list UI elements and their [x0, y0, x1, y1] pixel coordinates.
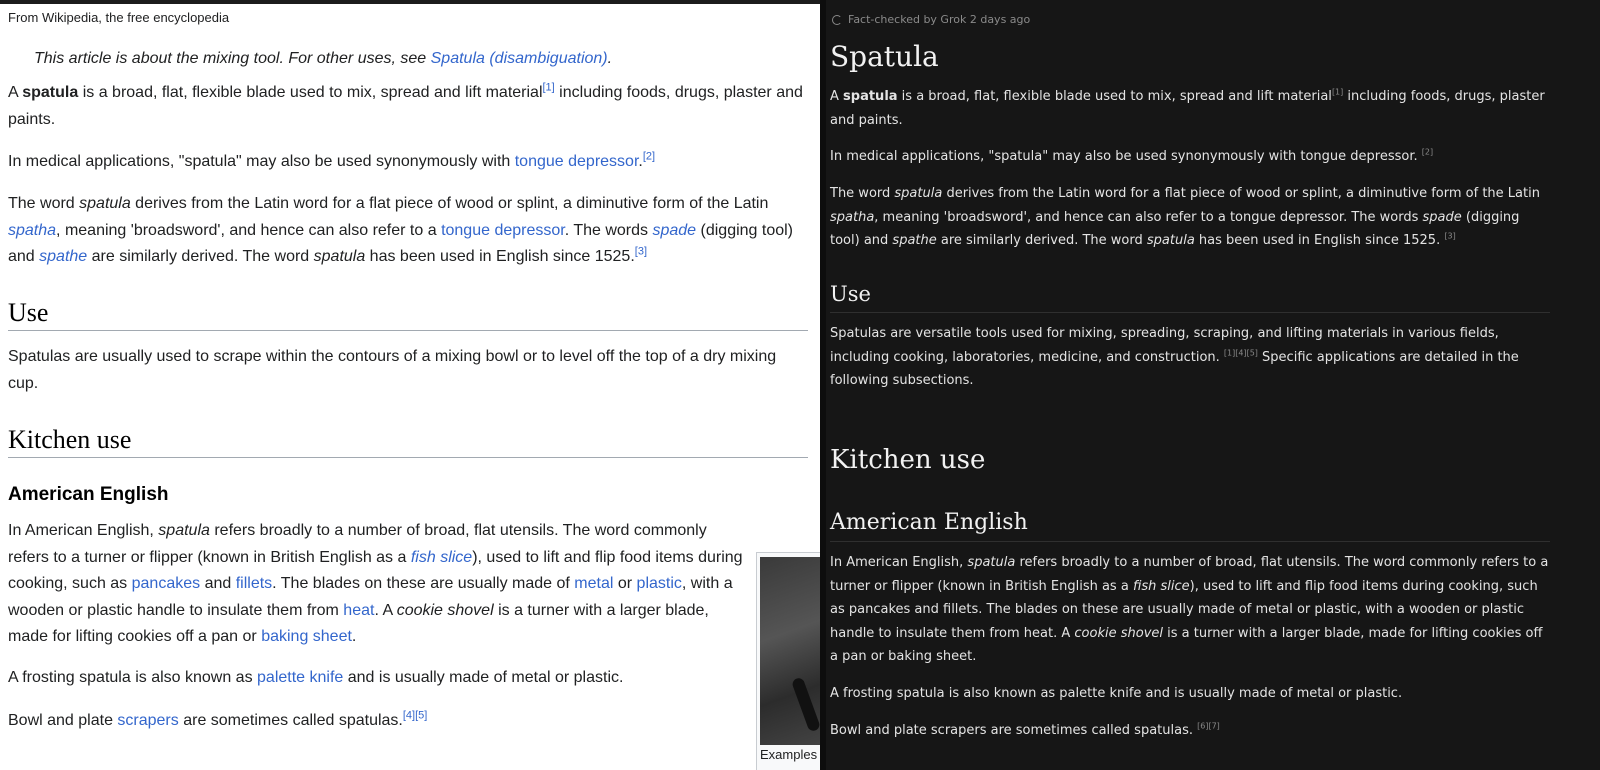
plastic-link[interactable]: plastic — [636, 575, 682, 592]
citation-link[interactable]: [1] — [542, 81, 555, 94]
spathe-link[interactable]: spathe — [39, 248, 88, 265]
wiki-paragraph-etymology: The word spatula derives from the Latin word for a flat piece of wood or splint, a diminutive form of the Latin spatha, meaning 'broadsword', and hence can also refer to a tongue depressor. The words spade (digging tool) and spathe are similarly derived. The word spatula has been used in English since 1525.[3] — [8, 195, 794, 265]
disambiguation-link[interactable]: Spatula (disambiguation) — [430, 50, 608, 67]
scrapers-link[interactable]: scrapers — [117, 712, 179, 729]
grok-paragraph-medical: In medical applications, "spatula" may also be used synonymously with tongue depressor. [2] — [830, 147, 1434, 164]
refresh-icon — [832, 15, 842, 25]
spatula-photo[interactable] — [760, 557, 820, 745]
citation-link[interactable]: [4][5] — [402, 709, 428, 722]
section-heading-kitchen-use: Kitchen use — [8, 425, 808, 458]
citation-link[interactable]: [1][4][5] — [1223, 348, 1258, 358]
citation-link[interactable]: [2] — [1421, 147, 1434, 157]
hatnote: This article is about the mixing tool. For other uses, see Spatula (disambiguation). — [34, 50, 613, 67]
fillets-link[interactable]: fillets — [235, 575, 273, 592]
grok-paragraph-etymology: The word spatula derives from the Latin word for a flat piece of wood or splint, a diminutive form of the Latin spatha, meaning 'broadsword', and hence can also refer to a tongue depressor. The words spade (digging tool) and spathe are similarly derived. The word spatula has been used in English since 1525. [3] — [830, 186, 1540, 248]
section-heading-kitchen-use: Kitchen use — [830, 445, 986, 475]
section-heading-use: Use — [830, 282, 1550, 313]
spatha-link[interactable]: spatha — [8, 221, 57, 239]
grok-paragraph-intro: A spatula is a broad, flat, flexible blade used to mix, spread and lift material[1] including foods, drugs, plaster and paints. — [830, 87, 1545, 128]
citation-link[interactable]: [6][7] — [1197, 721, 1220, 731]
wiki-paragraph-use: Spatulas are usually used to scrape within the contours of a mixing bowl or to level off the top of a dry mixing cup. — [8, 348, 777, 392]
citation-link[interactable]: [2] — [642, 150, 656, 163]
grok-paragraph-use: Spatulas are versatile tools used for mixing, spreading, scraping, and lifting materials in various fields, including cooking, laboratories, medicine, and construction. [1][4][5] Specific applications are detailed in the following subsections. — [830, 326, 1519, 388]
wiki-paragraph-medical: In medical applications, "spatula" may also be used synonymously with tongue depressor.[2] — [8, 150, 656, 170]
page-title: Spatula — [830, 40, 939, 73]
wiki-paragraph-intro: A spatula is a broad, flat, flexible blade used to mix, spread and lift material[1] including foods, drugs, plaster and paints. — [8, 81, 803, 128]
tongue-depressor-link[interactable]: tongue depressor — [514, 153, 639, 170]
thumbnail-caption: Examples — [760, 747, 818, 762]
wiki-paragraph-scrapers: Bowl and plate scrapers are sometimes called spatulas.[4][5] — [8, 709, 428, 729]
baking-sheet-link[interactable]: baking sheet — [261, 628, 352, 645]
tongue-depressor-link[interactable]: tongue depressor — [441, 221, 565, 239]
grok-paragraph-american: In American English, spatula refers broadly to a number of broad, flat utensils. The word commonly refers to a turner or flipper (known in British English as a fish slice), used to lift and flip food items during cooking, such as pancakes and fillets. The blades on these are usually made of metal or plastic, with a wooden or plastic handle to insulate them from heat. A cookie shovel is a turner with a larger blade, made for lifting cookies off a pan or baking sheet. — [830, 555, 1549, 664]
section-heading-use: Use — [8, 298, 808, 331]
wiki-paragraph-frosting: A frosting spatula is also known as palette knife and is usually made of metal or plastic. — [8, 669, 624, 686]
spatula-blade-shape — [791, 677, 820, 733]
heat-link[interactable]: heat — [343, 601, 375, 619]
subsection-heading-american-english: American English — [8, 484, 169, 505]
grok-paragraph-scrapers: Bowl and plate scrapers are sometimes called spatulas. [6][7] — [830, 721, 1220, 738]
citation-link[interactable]: [3] — [634, 245, 647, 258]
thumbnail-figure[interactable] — [756, 552, 820, 770]
pancakes-link[interactable]: pancakes — [131, 575, 201, 592]
palette-knife-link[interactable]: palette knife — [257, 669, 344, 686]
subsection-heading-american-english: American English — [830, 510, 1550, 542]
grok-paragraph-frosting: A frosting spatula is also known as palette knife and is usually made of metal or plastic. — [830, 686, 1403, 701]
citation-link[interactable]: [3] — [1444, 231, 1456, 241]
wiki-paragraph-american: In American English, spatula refers broadly to a number of broad, flat utensils. The word commonly refers to a turner or flipper (known in British English as a fish slice), used to lift and flip food items during cooking, such as pancakes and fillets. The blades on these are usually made of metal or plastic, with a wooden or plastic handle to insulate them from heat. A cookie shovel is a turner with a larger blade, made for lifting cookies off a pan or baking sheet. — [8, 522, 743, 645]
spade-link[interactable]: spade — [652, 221, 697, 239]
fish-slice-link[interactable]: fish slice — [410, 548, 473, 566]
fact-check-notice: Fact-checked by Grok 2 days ago — [832, 13, 1030, 26]
grok-panel — [826, 0, 1600, 770]
wiki-tagline: From Wikipedia, the free encyclopedia — [8, 10, 230, 25]
metal-link[interactable]: metal — [574, 575, 614, 592]
citation-link[interactable]: [1] — [1331, 87, 1344, 97]
